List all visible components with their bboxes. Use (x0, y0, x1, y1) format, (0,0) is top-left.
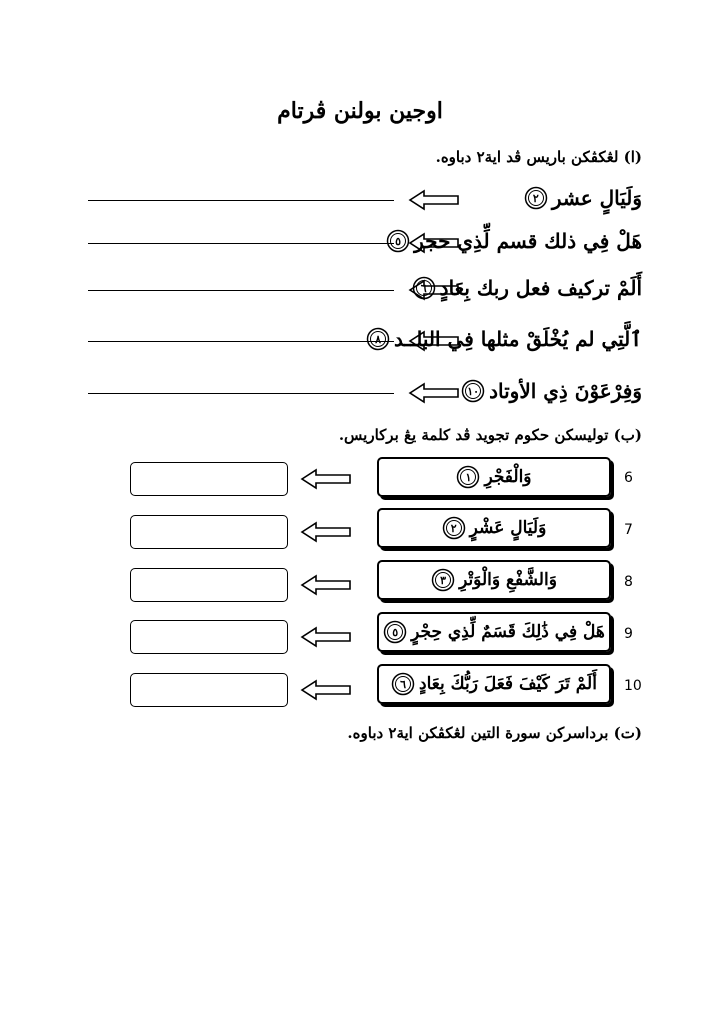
ayah-number-marker: ٦ (412, 276, 436, 300)
ayah-text: وَلَيَالٍ عشر (551, 186, 642, 210)
left-arrow-icon (300, 468, 352, 490)
ayah-item (386, 229, 642, 253)
ayah-text: ٱلَّتِي لم يُخْلَقْ مثلها فِي البلــد (394, 327, 642, 351)
ayah-item (366, 327, 642, 351)
ayah-item (524, 186, 642, 210)
answer-line[interactable] (88, 290, 394, 291)
answer-line[interactable] (88, 200, 394, 201)
ayah-number-marker: ١ (456, 465, 480, 489)
question-number: 7 (624, 522, 633, 538)
answer-box[interactable] (130, 568, 288, 602)
section-c-heading: (ت) برداسركن سورة التين لڠكڤكن اية٢ دباوه. (347, 724, 642, 742)
ayah-text: هَلْ فِي ذلك قسم لِّذِي حجر (414, 229, 642, 253)
answer-box[interactable] (130, 620, 288, 654)
page-title: اوجين بولنن ڤرتام (277, 98, 443, 124)
left-arrow-icon (408, 382, 460, 404)
question-number: 6 (624, 470, 633, 486)
ayah-number-marker: ٢ (442, 516, 466, 540)
left-arrow-icon (300, 521, 352, 543)
answer-box[interactable] (130, 515, 288, 549)
left-arrow-icon (300, 626, 352, 648)
ayah-number-marker: ٥ (383, 620, 407, 644)
ayah-text: أَلَمْ تركيف فعل ربك بِعَادٍ (439, 276, 642, 300)
question-number: 9 (624, 626, 633, 642)
answer-box[interactable] (130, 462, 288, 496)
ayah-frame (377, 560, 611, 600)
section-b-heading: (ب) توليسكن حكوم تجويد ڤد كلمة يڠ بركاريس. (338, 426, 642, 444)
question-number: 8 (624, 574, 633, 590)
left-arrow-icon (300, 574, 352, 596)
answer-line[interactable] (88, 243, 394, 244)
ayah-text: أَلَمْ تَرَ كَيْفَ فَعَلَ رَبُّكَ بِعَادٍ (419, 674, 597, 694)
ayah-text: هَلْ فِي ذَٰلِكَ قَسَمٌ لِّذِي حِجْرٍ (411, 622, 605, 642)
left-arrow-icon (300, 679, 352, 701)
ayah-item (412, 276, 642, 300)
left-arrow-icon (408, 189, 460, 211)
ayah-number-marker: ٦ (391, 672, 415, 696)
ayah-item (461, 379, 642, 403)
ayah-number-marker: ١٠ (461, 379, 485, 403)
answer-line[interactable] (88, 393, 394, 394)
ayah-frame (377, 612, 611, 652)
ayah-number-marker: ٥ (386, 229, 410, 253)
ayah-number-marker: ٢ (524, 186, 548, 210)
section-a-heading: (ا) لڠكڤكن باريس ڤد اية٢ دباوه. (435, 148, 642, 166)
ayah-number-marker: ٣ (431, 568, 455, 592)
ayah-text: وَالْفَجْرِ (484, 467, 532, 487)
answer-line[interactable] (88, 341, 394, 342)
question-number: 10 (624, 678, 642, 694)
ayah-text: وَفِرْعَوْنَ ذِي الأوتاد (489, 379, 642, 403)
ayah-frame (377, 508, 611, 548)
ayah-frame (377, 664, 611, 704)
answer-box[interactable] (130, 673, 288, 707)
ayah-text: وَلَيَالٍ عَشْرٍ (469, 518, 547, 538)
ayah-number-marker: ٨ (366, 327, 390, 351)
ayah-frame (377, 457, 611, 497)
ayah-text: وَالشَّفْعِ وَالْوَتْرِ (459, 570, 557, 590)
